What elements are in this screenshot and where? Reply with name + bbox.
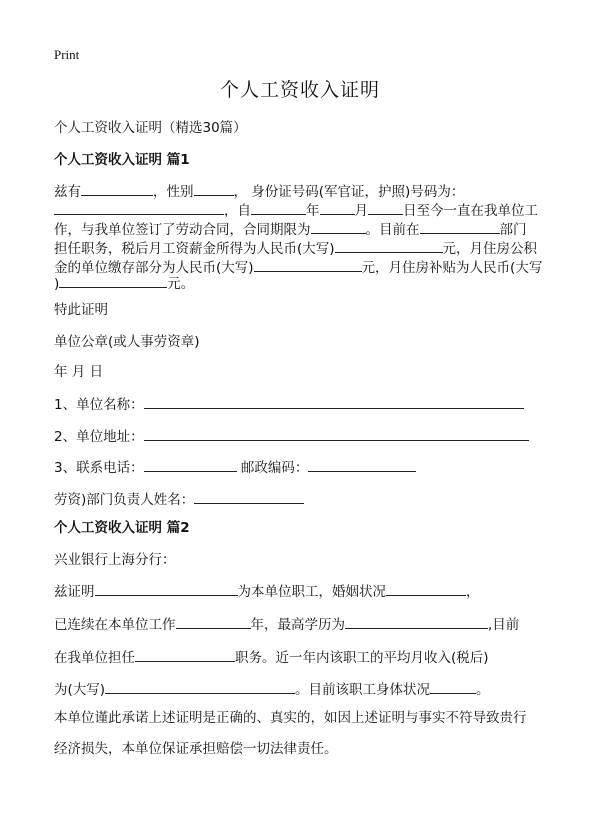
blank-field — [144, 458, 237, 472]
date-label: 年 月 日 — [54, 364, 104, 380]
unit-address-line — [54, 427, 529, 446]
text-segment: 。 — [476, 682, 490, 698]
text-segment: 3、联系电话： — [54, 460, 144, 476]
paragraph-line: 经济损失，本单位保证承担赔偿一切法律责任。 — [54, 741, 338, 757]
blank-field — [176, 615, 251, 629]
page-title: 个人工资收入证明 — [219, 79, 380, 101]
paragraph-line — [54, 615, 519, 634]
blank-field — [420, 220, 500, 234]
blank-field — [144, 427, 529, 441]
text-segment: 。目前在 — [365, 222, 420, 238]
paragraph-line — [54, 680, 490, 699]
blank-field — [144, 395, 524, 409]
phone-line — [54, 458, 416, 477]
unit-name-line — [54, 395, 524, 414]
blank-field — [320, 201, 355, 215]
blank-field — [345, 615, 488, 629]
seal-label: 单位公章(或人事劳资章) — [54, 334, 200, 350]
text-segment: ，性别 — [153, 184, 194, 200]
text-segment: 职务。近一年内该职工的平均月收入(税后) — [235, 650, 489, 666]
blank-field — [386, 582, 466, 596]
text-segment: 兹有 — [54, 184, 81, 200]
blank-field — [251, 201, 306, 215]
subtitle: 个人工资收入证明（精选30篇） — [54, 120, 247, 136]
blank-field — [311, 220, 366, 234]
text-segment: 作，与我单位签订了劳动合同，合同期限为 — [54, 222, 311, 238]
paragraph-line — [54, 274, 194, 293]
blank-field — [135, 648, 235, 662]
text-segment: 已连续在本单位工作 — [54, 617, 176, 633]
paragraph-line — [54, 239, 537, 258]
print-link[interactable]: Print — [54, 47, 80, 62]
text-segment: 金的单位缴存部分为人民币(大写) — [54, 260, 254, 276]
paragraph-line — [54, 220, 527, 239]
text-segment: 2、单位地址： — [54, 429, 144, 445]
blank-field — [254, 258, 362, 272]
text-segment: 担任职务，税后月工资薪金所得为人民币(大写) — [54, 241, 335, 257]
text-segment: 元，月住房公积 — [442, 241, 538, 257]
blank-field — [95, 582, 238, 596]
text-segment: 。目前该职工身体状况 — [295, 682, 431, 698]
text-segment: ，自 — [224, 203, 251, 219]
blank-field — [308, 458, 416, 472]
blank-field — [105, 680, 295, 694]
text-segment: 元。 — [167, 276, 195, 292]
text-segment: ， — [466, 584, 480, 600]
manager-line — [54, 490, 304, 509]
text-segment: 年 — [306, 203, 320, 219]
blank-field — [194, 490, 304, 504]
blank-field — [430, 680, 476, 694]
text-segment: 劳资)部门负责人姓名： — [54, 492, 195, 508]
text-segment: 年，最高学历为 — [250, 617, 345, 633]
text-segment: 为本单位职工，婚姻状况 — [237, 584, 386, 600]
blank-field — [59, 274, 167, 288]
blank-field — [194, 182, 234, 196]
paragraph-line — [54, 201, 538, 220]
text-segment: 邮政编码： — [240, 460, 309, 476]
section-heading-1: 个人工资收入证明 篇1 — [54, 152, 190, 168]
paragraph-line — [54, 182, 464, 201]
text-segment: 为(大写) — [54, 682, 106, 698]
blank-field — [54, 201, 224, 215]
text-segment: 部门 — [499, 222, 527, 238]
paragraph-line — [54, 648, 489, 667]
text-segment: ,目前 — [488, 617, 520, 633]
paragraph-line: 本单位谨此承诺上述证明是正确的、真实的，如因上述证明与事实不符导致贵行 — [54, 710, 527, 726]
addressee: 兴业银行上海分行： — [54, 552, 176, 568]
text-segment: 元，月住房补贴为人民币(大写 — [361, 260, 543, 276]
text-segment: 在我单位担任 — [54, 650, 135, 666]
blank-field — [81, 182, 153, 196]
text-segment: 日至今一直在我单位工 — [403, 203, 538, 219]
blank-field — [368, 201, 403, 215]
text-segment: 兹证明 — [54, 584, 95, 600]
section-heading-2: 个人工资收入证明 篇2 — [54, 520, 190, 536]
text-segment: 月 — [354, 203, 368, 219]
text-segment: 1、单位名称： — [54, 397, 144, 413]
special-note: 特此证明 — [54, 302, 108, 318]
text-segment: ) — [54, 276, 60, 292]
text-segment: ， 身份证号码(军官证，护照)号码为： — [233, 184, 465, 200]
blank-field — [335, 239, 443, 253]
paragraph-line — [54, 582, 480, 601]
